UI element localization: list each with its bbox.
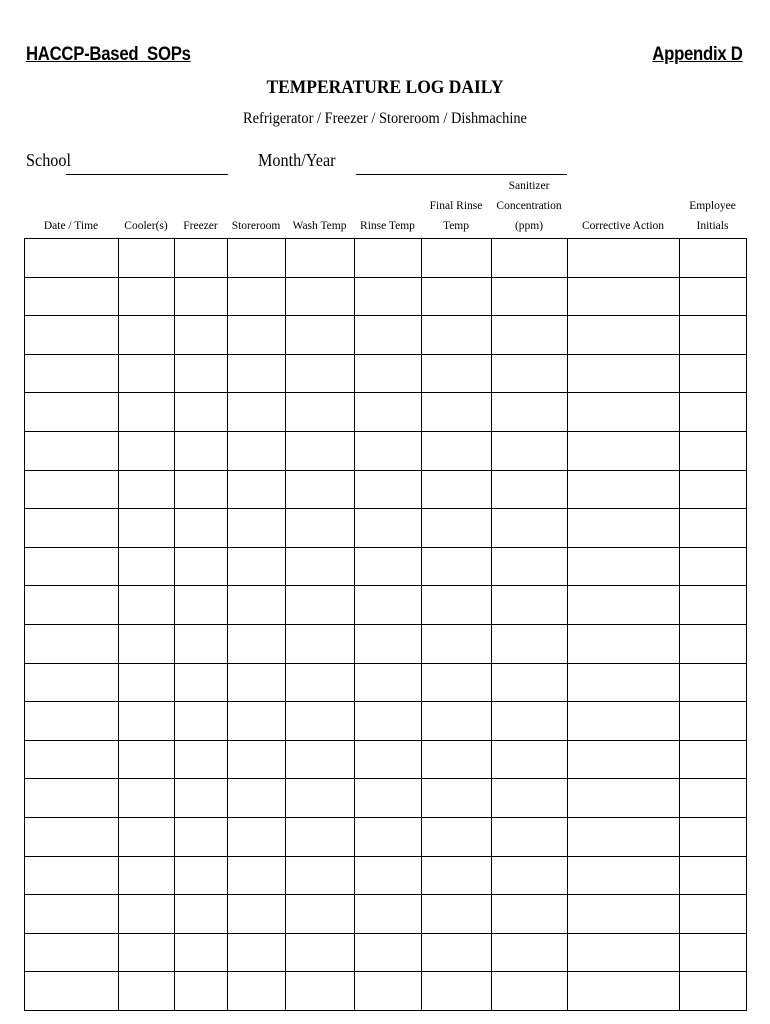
log-entry-cell[interactable] — [492, 547, 568, 586]
log-entry-cell[interactable] — [286, 586, 355, 625]
log-entry-cell[interactable] — [355, 547, 422, 586]
log-entry-cell[interactable] — [568, 895, 680, 934]
log-entry-cell[interactable] — [568, 779, 680, 818]
month-year-field[interactable] — [356, 174, 567, 175]
log-entry-cell[interactable] — [228, 354, 286, 393]
log-entry-cell[interactable] — [355, 856, 422, 895]
log-entry-cell[interactable] — [355, 509, 422, 548]
log-entry-cell[interactable] — [680, 933, 747, 972]
log-entry-cell[interactable] — [228, 895, 286, 934]
log-entry-cell[interactable] — [175, 702, 228, 741]
log-entry-cell[interactable] — [680, 586, 747, 625]
column-header-line: Freezer — [183, 220, 218, 232]
log-entry-cell[interactable] — [25, 817, 119, 856]
log-entry-cell[interactable] — [422, 895, 492, 934]
log-entry-cell[interactable] — [175, 547, 228, 586]
log-entry-cell[interactable] — [286, 354, 355, 393]
log-entry-cell[interactable] — [680, 740, 747, 779]
table-row — [25, 470, 747, 509]
log-entry-cell[interactable] — [25, 856, 119, 895]
column-header-line: Cooler(s) — [124, 220, 168, 232]
log-entry-cell[interactable] — [568, 509, 680, 548]
log-entry-cell[interactable] — [119, 239, 175, 278]
log-entry-cell[interactable] — [355, 354, 422, 393]
log-entry-cell[interactable] — [355, 316, 422, 355]
log-entry-cell[interactable] — [422, 740, 492, 779]
column-header-line: Sanitizer — [508, 180, 550, 192]
log-entry-cell[interactable] — [422, 239, 492, 278]
column-header-line: Employee — [689, 200, 736, 212]
table-row — [25, 509, 747, 548]
log-entry-cell[interactable] — [355, 663, 422, 702]
log-entry-cell[interactable] — [175, 509, 228, 548]
log-entry-cell[interactable] — [422, 316, 492, 355]
log-entry-cell[interactable] — [355, 817, 422, 856]
log-entry-cell[interactable] — [568, 470, 680, 509]
log-entry-cell[interactable] — [119, 393, 175, 432]
log-entry-cell[interactable] — [492, 933, 568, 972]
log-entry-cell[interactable] — [228, 624, 286, 663]
log-entry-cell[interactable] — [286, 470, 355, 509]
log-entry-cell[interactable] — [175, 239, 228, 278]
table-row — [25, 779, 747, 818]
log-entry-cell[interactable] — [492, 393, 568, 432]
log-entry-cell[interactable] — [568, 393, 680, 432]
log-entry-cell[interactable] — [286, 316, 355, 355]
log-entry-cell[interactable] — [25, 509, 119, 548]
log-entry-cell[interactable] — [422, 470, 492, 509]
log-entry-cell[interactable] — [228, 547, 286, 586]
log-entry-cell[interactable] — [422, 702, 492, 741]
log-entry-cell[interactable] — [228, 779, 286, 818]
log-entry-cell[interactable] — [119, 547, 175, 586]
log-entry-cell[interactable] — [286, 509, 355, 548]
log-entry-cell[interactable] — [175, 817, 228, 856]
log-entry-cell[interactable] — [422, 856, 492, 895]
log-entry-cell[interactable] — [25, 779, 119, 818]
log-entry-cell[interactable] — [228, 740, 286, 779]
log-entry-cell[interactable] — [228, 817, 286, 856]
log-entry-cell[interactable] — [119, 740, 175, 779]
log-entry-cell[interactable] — [492, 586, 568, 625]
temperature-log-table — [24, 238, 747, 1011]
log-entry-cell[interactable] — [680, 663, 747, 702]
column-header — [491, 176, 567, 236]
log-entry-cell[interactable] — [568, 817, 680, 856]
log-entry-cell[interactable] — [119, 895, 175, 934]
column-header — [354, 176, 421, 236]
log-entry-cell[interactable] — [492, 972, 568, 1011]
table-row — [25, 354, 747, 393]
log-entry-cell[interactable] — [25, 933, 119, 972]
log-entry-cell[interactable] — [422, 779, 492, 818]
log-entry-cell[interactable] — [568, 239, 680, 278]
column-header — [118, 176, 174, 236]
log-entry-cell[interactable] — [568, 586, 680, 625]
table-row — [25, 663, 747, 702]
log-entry-cell[interactable] — [175, 277, 228, 316]
log-entry-cell[interactable] — [25, 239, 119, 278]
log-entry-cell[interactable] — [680, 393, 747, 432]
log-entry-cell[interactable] — [492, 779, 568, 818]
log-entry-cell[interactable] — [492, 740, 568, 779]
log-entry-cell[interactable] — [680, 509, 747, 548]
log-entry-cell[interactable] — [680, 239, 747, 278]
log-entry-cell[interactable] — [680, 547, 747, 586]
log-entry-cell[interactable] — [175, 740, 228, 779]
table-row — [25, 547, 747, 586]
log-entry-cell[interactable] — [355, 779, 422, 818]
log-entry-cell[interactable] — [680, 277, 747, 316]
log-entry-cell[interactable] — [492, 277, 568, 316]
column-header — [227, 176, 285, 236]
log-entry-cell[interactable] — [228, 663, 286, 702]
log-entry-cell[interactable] — [119, 817, 175, 856]
log-entry-cell[interactable] — [286, 817, 355, 856]
log-entry-cell[interactable] — [25, 354, 119, 393]
column-header-line: Rinse Temp — [360, 220, 415, 232]
log-entry-cell[interactable] — [175, 933, 228, 972]
log-entry-cell[interactable] — [355, 933, 422, 972]
log-entry-cell[interactable] — [286, 431, 355, 470]
log-entry-cell[interactable] — [492, 895, 568, 934]
column-header-line: Storeroom — [231, 220, 281, 232]
log-entry-cell[interactable] — [286, 277, 355, 316]
log-entry-cell[interactable] — [119, 431, 175, 470]
log-entry-cell[interactable] — [25, 895, 119, 934]
log-entry-cell[interactable] — [492, 663, 568, 702]
log-entry-cell[interactable] — [492, 624, 568, 663]
table-row — [25, 586, 747, 625]
column-header — [174, 176, 227, 236]
log-entry-cell[interactable] — [355, 586, 422, 625]
log-entry-cell[interactable] — [355, 393, 422, 432]
log-entry-cell[interactable] — [25, 972, 119, 1011]
log-entry-cell[interactable] — [286, 933, 355, 972]
log-entry-cell[interactable] — [492, 509, 568, 548]
column-header — [679, 176, 746, 236]
column-header — [24, 176, 118, 236]
log-entry-cell[interactable] — [175, 972, 228, 1011]
log-entry-cell[interactable] — [568, 740, 680, 779]
log-entry-cell[interactable] — [25, 277, 119, 316]
log-entry-cell[interactable] — [119, 933, 175, 972]
log-entry-cell[interactable] — [175, 895, 228, 934]
log-entry-cell[interactable] — [175, 663, 228, 702]
log-entry-cell[interactable] — [119, 663, 175, 702]
appendix-label: Appendix D — [652, 44, 743, 65]
log-entry-cell[interactable] — [228, 586, 286, 625]
log-entry-cell[interactable] — [492, 817, 568, 856]
log-entry-cell[interactable] — [25, 431, 119, 470]
log-entry-cell[interactable] — [680, 624, 747, 663]
log-entry-cell[interactable] — [25, 624, 119, 663]
log-entry-cell[interactable] — [286, 547, 355, 586]
log-entry-cell[interactable] — [286, 895, 355, 934]
log-entry-cell[interactable] — [25, 470, 119, 509]
log-entry-cell[interactable] — [492, 239, 568, 278]
log-entry-cell[interactable] — [568, 431, 680, 470]
column-header-line: Date / Time — [43, 220, 99, 232]
log-entry-cell[interactable] — [286, 779, 355, 818]
log-entry-cell[interactable] — [119, 856, 175, 895]
log-entry-cell[interactable] — [680, 972, 747, 1011]
log-entry-cell[interactable] — [492, 354, 568, 393]
log-entry-cell[interactable] — [119, 316, 175, 355]
log-entry-cell[interactable] — [119, 586, 175, 625]
log-entry-cell[interactable] — [422, 817, 492, 856]
table-row — [25, 702, 747, 741]
table-row — [25, 316, 747, 355]
log-entry-cell[interactable] — [119, 354, 175, 393]
log-entry-cell[interactable] — [286, 972, 355, 1011]
log-entry-cell[interactable] — [680, 817, 747, 856]
log-entry-cell[interactable] — [422, 624, 492, 663]
log-entry-cell[interactable] — [119, 509, 175, 548]
log-entry-cell[interactable] — [422, 509, 492, 548]
log-entry-cell[interactable] — [422, 663, 492, 702]
log-entry-cell[interactable] — [175, 470, 228, 509]
log-entry-cell[interactable] — [492, 316, 568, 355]
column-header-line: Temp — [442, 220, 470, 232]
log-entry-cell[interactable] — [680, 895, 747, 934]
log-entry-cell[interactable] — [568, 316, 680, 355]
log-entry-cell[interactable] — [422, 277, 492, 316]
table-row — [25, 895, 747, 934]
log-entry-cell[interactable] — [228, 856, 286, 895]
log-entry-cell[interactable] — [175, 624, 228, 663]
table-row — [25, 972, 747, 1011]
log-entry-cell[interactable] — [568, 663, 680, 702]
log-entry-cell[interactable] — [175, 431, 228, 470]
log-entry-cell[interactable] — [286, 393, 355, 432]
log-entry-cell[interactable] — [25, 663, 119, 702]
column-header-line: (ppm) — [514, 220, 544, 232]
log-entry-cell[interactable] — [175, 354, 228, 393]
log-entry-cell[interactable] — [286, 702, 355, 741]
log-entry-cell[interactable] — [175, 393, 228, 432]
log-entry-cell[interactable] — [680, 470, 747, 509]
log-entry-cell[interactable] — [422, 933, 492, 972]
log-entry-cell[interactable] — [228, 702, 286, 741]
log-entry-cell[interactable] — [492, 856, 568, 895]
log-entry-cell[interactable] — [680, 856, 747, 895]
log-entry-cell[interactable] — [355, 431, 422, 470]
log-entry-cell[interactable] — [355, 624, 422, 663]
log-entry-cell[interactable] — [228, 239, 286, 278]
log-entry-cell[interactable] — [355, 277, 422, 316]
log-entry-cell[interactable] — [228, 972, 286, 1011]
log-entry-cell[interactable] — [492, 431, 568, 470]
column-header-line: Corrective Action — [581, 220, 665, 232]
log-entry-cell[interactable] — [119, 277, 175, 316]
log-entry-cell[interactable] — [492, 702, 568, 741]
log-entry-cell[interactable] — [680, 702, 747, 741]
section-title: HACCP-Based SOPs — [26, 44, 191, 65]
log-entry-cell[interactable] — [680, 354, 747, 393]
log-entry-cell[interactable] — [286, 624, 355, 663]
log-entry-cell[interactable] — [286, 856, 355, 895]
table-row — [25, 239, 747, 278]
log-entry-cell[interactable] — [355, 239, 422, 278]
log-entry-cell[interactable] — [25, 393, 119, 432]
log-entry-cell[interactable] — [228, 470, 286, 509]
log-entry-cell[interactable] — [492, 470, 568, 509]
log-entry-cell[interactable] — [25, 547, 119, 586]
log-entry-cell[interactable] — [355, 895, 422, 934]
log-entry-cell[interactable] — [355, 972, 422, 1011]
log-entry-cell[interactable] — [680, 316, 747, 355]
log-entry-cell[interactable] — [568, 354, 680, 393]
column-header — [285, 176, 354, 236]
table-row — [25, 431, 747, 470]
log-entry-cell[interactable] — [568, 856, 680, 895]
log-entry-cell[interactable] — [355, 740, 422, 779]
log-entry-cell[interactable] — [25, 740, 119, 779]
log-entry-cell[interactable] — [422, 431, 492, 470]
log-entry-cell[interactable] — [119, 470, 175, 509]
log-entry-cell[interactable] — [228, 316, 286, 355]
table-row — [25, 277, 747, 316]
log-entry-cell[interactable] — [228, 509, 286, 548]
log-entry-cell[interactable] — [422, 586, 492, 625]
log-entry-cell[interactable] — [680, 779, 747, 818]
school-label: School — [26, 150, 72, 170]
table-row — [25, 933, 747, 972]
log-entry-cell[interactable] — [355, 470, 422, 509]
log-entry-cell[interactable] — [286, 740, 355, 779]
log-entry-cell[interactable] — [175, 856, 228, 895]
column-header — [421, 176, 491, 236]
log-entry-cell[interactable] — [422, 393, 492, 432]
log-entry-cell[interactable] — [228, 393, 286, 432]
log-entry-cell[interactable] — [568, 624, 680, 663]
school-field[interactable] — [66, 174, 228, 175]
log-entry-cell[interactable] — [680, 431, 747, 470]
log-entry-cell[interactable] — [25, 586, 119, 625]
document-title: TEMPERATURE LOG DAILY — [266, 77, 504, 98]
column-header-line: Wash Temp — [292, 220, 347, 232]
log-entry-cell[interactable] — [422, 547, 492, 586]
log-entry-cell[interactable] — [25, 316, 119, 355]
log-entry-cell[interactable] — [228, 277, 286, 316]
log-entry-cell[interactable] — [119, 702, 175, 741]
log-entry-cell[interactable] — [422, 354, 492, 393]
log-entry-cell[interactable] — [175, 316, 228, 355]
log-entry-cell[interactable] — [355, 702, 422, 741]
table-row — [25, 856, 747, 895]
log-entry-cell[interactable] — [286, 239, 355, 278]
log-entry-cell[interactable] — [228, 431, 286, 470]
log-entry-cell[interactable] — [175, 586, 228, 625]
log-entry-cell[interactable] — [568, 547, 680, 586]
table-row — [25, 740, 747, 779]
column-header-line: Concentration — [496, 200, 562, 212]
log-entry-cell[interactable] — [119, 779, 175, 818]
log-entry-cell[interactable] — [286, 663, 355, 702]
log-entry-cell[interactable] — [25, 702, 119, 741]
log-entry-cell[interactable] — [568, 933, 680, 972]
log-entry-cell[interactable] — [568, 702, 680, 741]
column-header-line: Final Rinse — [429, 200, 483, 212]
column-header-line: Initials — [696, 220, 729, 232]
document-subtitle: Refrigerator / Freezer / Storeroom / Dishmachine — [243, 110, 527, 127]
table-row — [25, 624, 747, 663]
column-header — [567, 176, 679, 236]
log-entry-cell[interactable] — [228, 933, 286, 972]
log-entry-cell[interactable] — [175, 779, 228, 818]
log-entry-cell[interactable] — [568, 277, 680, 316]
table-row — [25, 817, 747, 856]
log-entry-cell[interactable] — [568, 972, 680, 1011]
log-entry-cell[interactable] — [422, 972, 492, 1011]
log-entry-cell[interactable] — [119, 972, 175, 1011]
month-year-label: Month/Year — [258, 150, 336, 170]
log-entry-cell[interactable] — [119, 624, 175, 663]
table-row — [25, 393, 747, 432]
